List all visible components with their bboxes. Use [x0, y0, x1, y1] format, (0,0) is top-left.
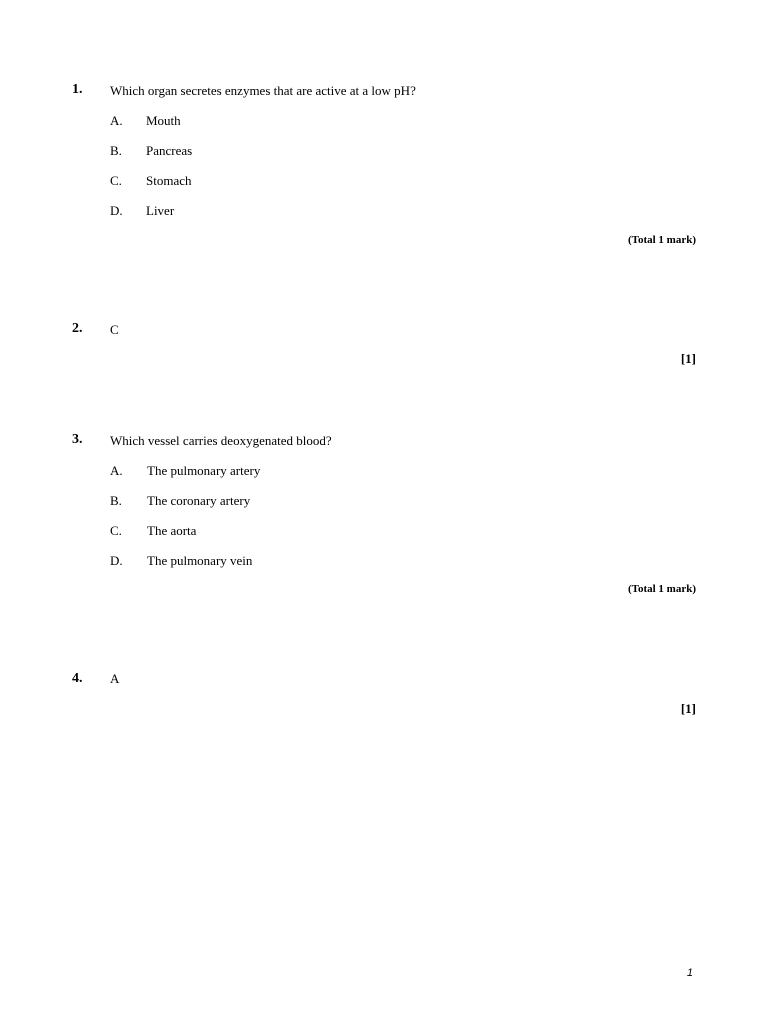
question-3-option-b-letter: B. [110, 493, 122, 508]
question-4-number: 4. [72, 671, 83, 686]
question-3-total-mark: (Total 1 mark) [627, 583, 696, 595]
question-3-option-d-text: The pulmonary vein [147, 553, 253, 568]
question-1-total-mark: (Total 1 mark) [627, 234, 696, 246]
question-3-option-c-letter: C. [110, 523, 122, 538]
question-1-text: Which organ secretes enzymes that are active at a low pH? [110, 83, 416, 98]
question-3-option-d-letter: D. [110, 553, 123, 568]
question-1-option-d-letter: D. [110, 203, 123, 218]
question-1-option-a-letter: A. [110, 113, 123, 128]
question-1-number: 1. [72, 82, 83, 97]
question-1-option-c-text: Stomach [146, 173, 192, 188]
question-2-answer: C [110, 322, 119, 337]
question-3-option-a-letter: A. [110, 463, 123, 478]
question-1-option-c-letter: C. [110, 173, 122, 188]
question-3-option-c-text: The aorta [147, 523, 197, 538]
page-number: 1 [686, 967, 693, 979]
question-3-number: 3. [72, 432, 83, 447]
question-1-option-b-text: Pancreas [146, 143, 193, 158]
question-1-option-d-text: Liver [146, 203, 175, 218]
question-2-number: 2. [72, 321, 83, 336]
question-4-mark: [1] [680, 701, 696, 716]
question-2-mark: [1] [680, 351, 696, 366]
question-1-option-a-text: Mouth [146, 113, 181, 128]
question-4-answer: A [110, 671, 120, 686]
question-1-option-b-letter: B. [110, 143, 122, 158]
question-3-option-b-text: The coronary artery [147, 493, 251, 508]
question-3-text: Which vessel carries deoxygenated blood? [110, 433, 332, 448]
question-3-option-a-text: The pulmonary artery [147, 463, 261, 478]
